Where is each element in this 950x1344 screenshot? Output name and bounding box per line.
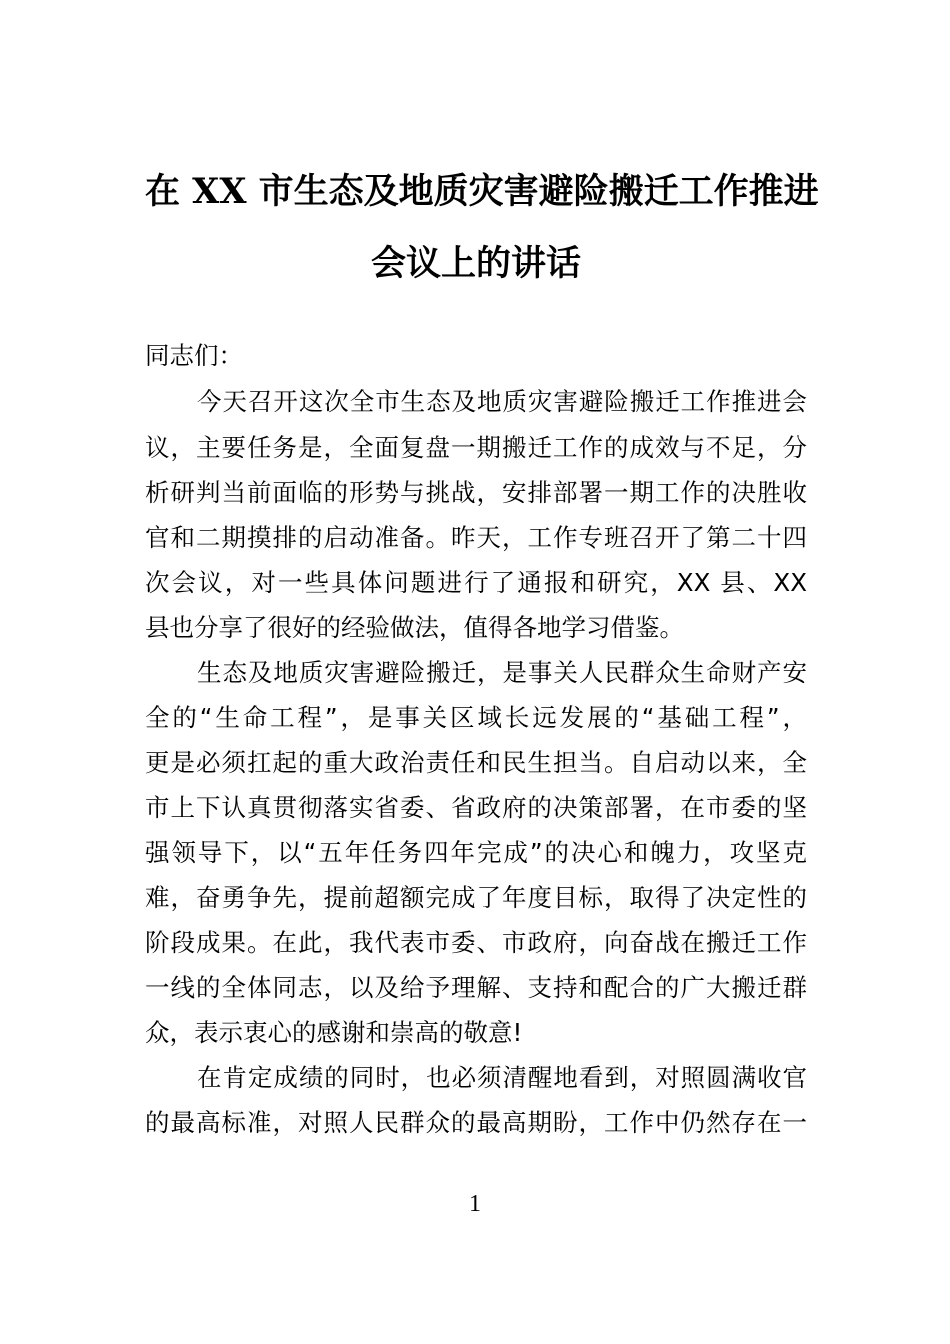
paragraph-1-line-6: 县也分享了很好的经验做法，值得各地学习借鉴。: [145, 613, 684, 642]
paragraph-1-line-1: 今天召开这次全市生态及地质灾害避险搬迁工作推进会: [197, 387, 807, 416]
page-number: 1: [469, 1191, 481, 1217]
paragraph-3-line-1: 在肯定成绩的同时，也必须清醒地看到，对照圆满收官: [197, 1063, 807, 1092]
salutation: 同志们：: [145, 341, 243, 370]
paragraph-2-line-4: 市上下认真贯彻落实省委、省政府的决策部署，在市委的坚: [145, 793, 807, 822]
paragraph-2-line-6: 难，奋勇争先，提前超额完成了年度目标，取得了决定性的: [145, 883, 807, 912]
paragraph-3-line-2: 的最高标准，对照人民群众的最高期盼，工作中仍然存在一: [145, 1108, 807, 1137]
paragraph-2-line-5: 强领导下，以“五年任务四年完成”的决心和魄力，攻坚克: [145, 838, 807, 867]
paragraph-2-line-7: 阶段成果。在此，我代表市委、市政府，向奋战在搬迁工作: [145, 928, 807, 957]
paragraph-2-line-1: 生态及地质灾害避险搬迁，是事关人民群众生命财产安: [197, 658, 807, 687]
paragraph-2-line-2: 全的“生命工程”，是事关区域长远发展的“基础工程”，: [145, 703, 807, 732]
paragraph-1-line-4: 官和二期摸排的启动准备。昨天，工作专班召开了第二十四: [145, 523, 807, 552]
paragraph-1-line-2: 议，主要任务是，全面复盘一期搬迁工作的成效与不足，分: [145, 433, 807, 462]
paragraph-2-line-3: 更是必须扛起的重大政治责任和民生担当。自启动以来，全: [145, 748, 807, 777]
paragraph-1-line-5: 次会议，对一些具体问题进行了通报和研究，XX 县、XX: [145, 568, 807, 597]
paragraph-1-line-3: 析研判当前面临的形势与挑战，安排部署一期工作的决胜收: [145, 478, 807, 507]
paragraph-2-line-8: 一线的全体同志，以及给予理解、支持和配合的广大搬迁群: [145, 973, 807, 1002]
document-title-line-1: 在 XX 市生态及地质灾害避险搬迁工作推进: [145, 171, 819, 212]
paragraph-2-line-9: 众，表示衷心的感谢和崇高的敬意!: [145, 1018, 523, 1047]
document-title-line-2: 会议上的讲话: [370, 243, 581, 284]
